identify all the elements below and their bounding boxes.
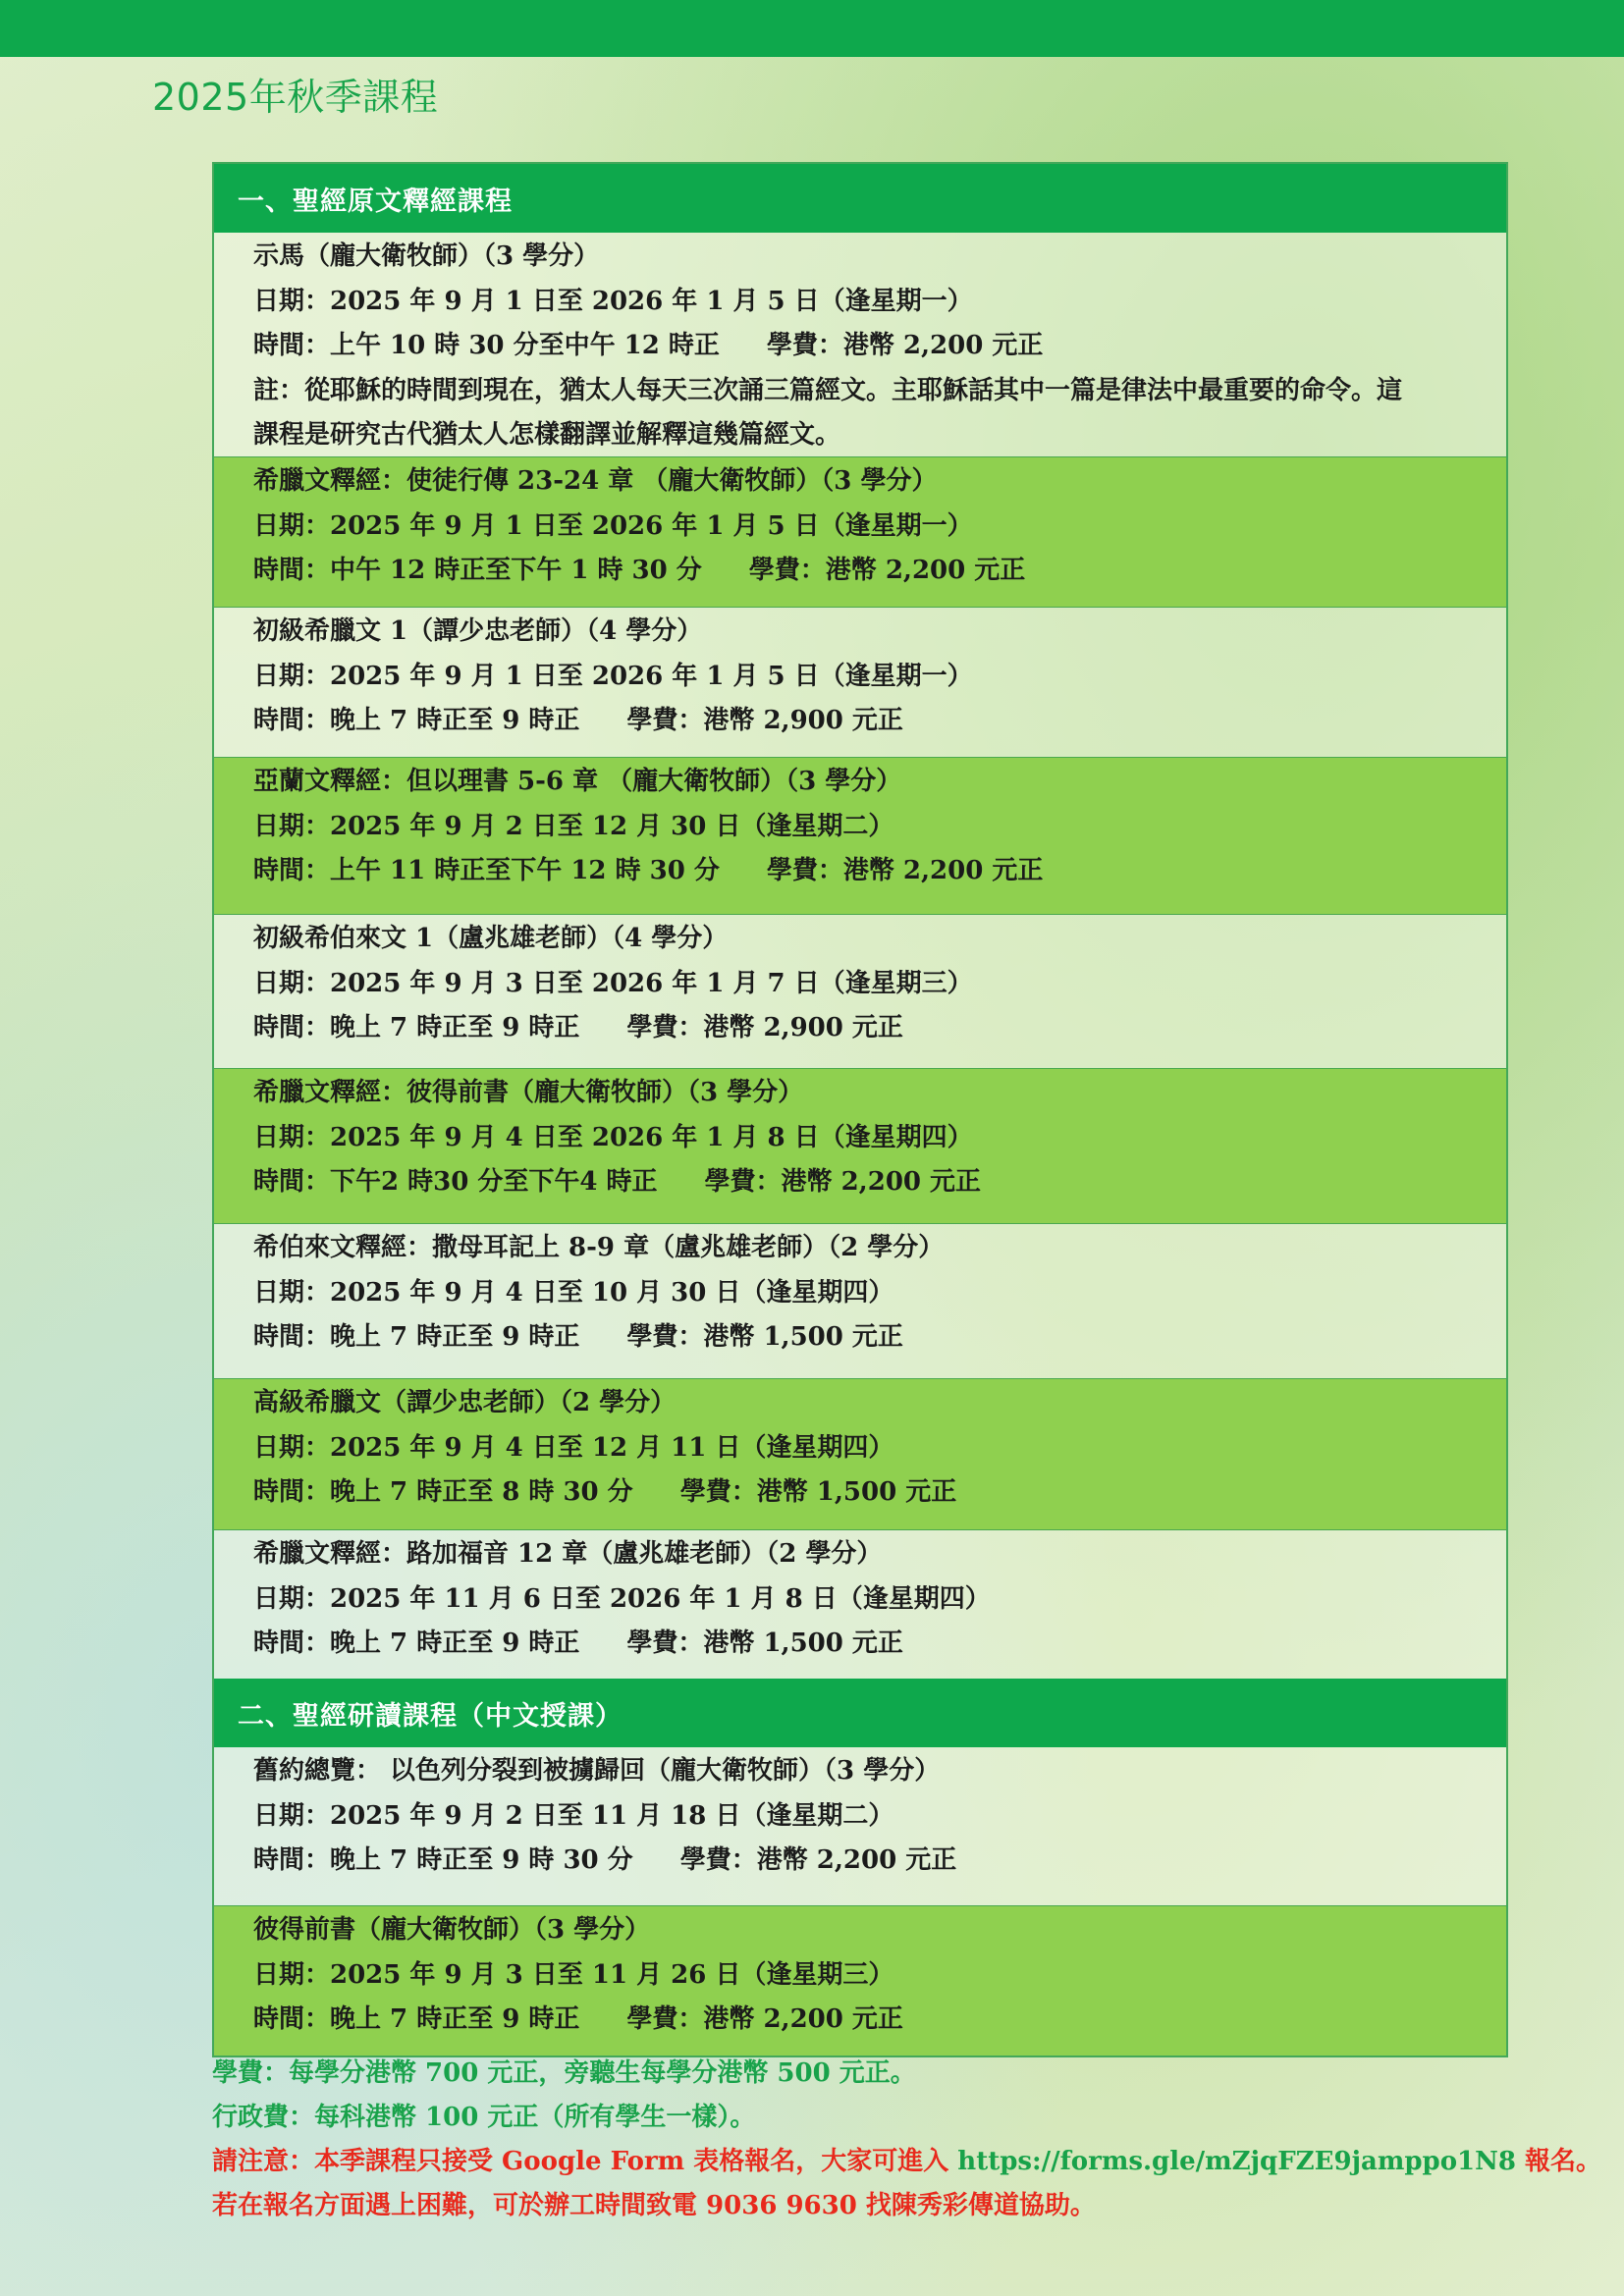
course-time: 時間：中午 12 時正至下午 1 時 30 分 [253, 556, 702, 585]
course-fee: 學費：港幣 2,200 元正 [626, 2004, 903, 2034]
admin-fee-note: 行政費：每科港幣 100 元正（所有學生一樣）。 [212, 2103, 756, 2132]
course-time-fee [253, 1839, 1481, 1884]
section-header-original-language: 一、聖經原文釋經課程 [214, 164, 1506, 233]
course-fee: 學費：港幣 1,500 元正 [626, 1322, 903, 1352]
page-title: 2025年秋季課程 [152, 76, 439, 119]
course-name: 舊約總覽： 以色列分裂到被擄歸回（龐大衛牧師）（3 學分） [253, 1756, 941, 1786]
course-row [214, 456, 1506, 607]
course-date: 日期：2025 年 9 月 1 日至 2026 年 1 月 5 日（逢星期一） [253, 510, 973, 541]
course-name: 亞蘭文釋經：但以理書 5-6 章 （龐大衛牧師）（3 學分） [253, 767, 902, 796]
notice-prefix: 請注意：本季課程只接受 Google Form 表格報名，大家可進入 [212, 2147, 958, 2176]
course-table [212, 162, 1508, 2057]
help-contact-note: 若在報名方面遇上困難，可於辦工時間致電 9036 9630 找陳秀彩傳道協助。 [212, 2191, 1096, 2220]
footer-notes [212, 2052, 1602, 2228]
course-time-fee [253, 549, 1481, 594]
course-fee: 學費：港幣 2,200 元正 [748, 556, 1026, 585]
course-name: 希臘文釋經：路加福音 12 章（盧兆雄老師）（2 學分） [253, 1539, 883, 1569]
course-fee: 學費：港幣 2,900 元正 [626, 1013, 903, 1042]
course-note: 課程是研究古代猶太人怎樣翻譯並解釋這幾篇經文。 [253, 420, 841, 450]
tuition-note: 學費：每學分港幣 700 元正，旁聽生每學分港幣 500 元正。 [212, 2058, 916, 2088]
course-time: 時間：晚上 7 時正至 9 時正 [253, 1629, 580, 1658]
course-time: 時間：上午 10 時 30 分至中午 12 時正 [253, 331, 720, 360]
top-banner [0, 0, 1624, 57]
course-row [214, 1068, 1506, 1223]
course-time: 時間：晚上 7 時正至 8 時 30 分 [253, 1477, 633, 1507]
course-fee: 學費：港幣 2,200 元正 [766, 331, 1044, 360]
section-header-bible-study: 二、聖經研讀課程（中文授課） [214, 1679, 1506, 1747]
course-time: 時間：晚上 7 時正至 9 時正 [253, 1013, 580, 1042]
course-row [214, 233, 1506, 456]
course-time-fee [253, 324, 1481, 369]
course-fee: 學費：港幣 2,200 元正 [704, 1167, 982, 1197]
course-name: 初級希伯來文 1（盧兆雄老師）（4 學分） [253, 924, 729, 953]
course-time-fee [253, 699, 1481, 744]
course-date: 日期：2025 年 9 月 4 日至 2026 年 1 月 8 日（逢星期四） [253, 1122, 973, 1152]
course-date: 日期：2025 年 9 月 2 日至 12 月 30 日（逢星期二） [253, 811, 894, 841]
course-time: 時間：上午 11 時正至下午 12 時 30 分 [253, 856, 720, 885]
course-date: 日期：2025 年 9 月 3 日至 11 月 26 日（逢星期三） [253, 1959, 894, 1990]
course-row [214, 1747, 1506, 1905]
course-row [214, 607, 1506, 757]
course-fee: 學費：港幣 2,900 元正 [626, 706, 903, 735]
course-row [214, 1223, 1506, 1378]
course-time: 時間：晚上 7 時正至 9 時正 [253, 2004, 580, 2034]
course-date: 日期：2025 年 9 月 1 日至 2026 年 1 月 5 日（逢星期一） [253, 286, 973, 316]
course-fee: 學費：港幣 1,500 元正 [626, 1629, 903, 1658]
course-date: 日期：2025 年 9 月 4 日至 12 月 11 日（逢星期四） [253, 1432, 894, 1463]
course-name: 希臘文釋經：使徒行傳 23-24 章 （龐大衛牧師）（3 學分） [253, 466, 938, 496]
course-fee: 學費：港幣 2,200 元正 [766, 856, 1044, 885]
course-name: 初級希臘文 1（譚少忠老師）（4 學分） [253, 616, 703, 646]
course-time-fee [253, 1315, 1481, 1361]
registration-link[interactable]: https://forms.gle/mZjqFZE9jamppo1N8 [957, 2147, 1516, 2176]
course-row [214, 914, 1506, 1068]
course-time: 時間：下午2 時30 分至下午4 時正 [253, 1167, 658, 1197]
course-date: 日期：2025 年 9 月 4 日至 10 月 30 日（逢星期四） [253, 1277, 894, 1308]
course-name: 示馬（龐大衛牧師）（3 學分） [253, 241, 600, 271]
course-fee: 學費：港幣 1,500 元正 [679, 1477, 957, 1507]
course-row [214, 1529, 1506, 1679]
course-name: 高級希臘文（譚少忠老師）（2 學分） [253, 1388, 677, 1417]
course-name: 希臘文釋經：彼得前書（龐大衛牧師）（3 學分） [253, 1078, 804, 1107]
course-date: 日期：2025 年 11 月 6 日至 2026 年 1 月 8 日（逢星期四） [253, 1583, 991, 1614]
course-time: 時間：晚上 7 時正至 9 時正 [253, 1322, 580, 1352]
course-time-fee [253, 1160, 1481, 1205]
course-row [214, 1378, 1506, 1529]
course-date: 日期：2025 年 9 月 1 日至 2026 年 1 月 5 日（逢星期一） [253, 661, 973, 691]
course-fee: 學費：港幣 2,200 元正 [679, 1845, 957, 1875]
course-time-fee [253, 1622, 1481, 1667]
course-time-fee [253, 1470, 1481, 1516]
course-date: 日期：2025 年 9 月 2 日至 11 月 18 日（逢星期二） [253, 1800, 894, 1831]
course-date: 日期：2025 年 9 月 3 日至 2026 年 1 月 7 日（逢星期三） [253, 968, 973, 998]
notice-suffix: 報名。 [1515, 2147, 1602, 2176]
course-time-fee [253, 1006, 1481, 1051]
course-name: 彼得前書（龐大衛牧師）（3 學分） [253, 1915, 651, 1945]
course-time-fee [253, 849, 1481, 894]
course-time: 時間：晚上 7 時正至 9 時 30 分 [253, 1845, 633, 1875]
course-name: 希伯來文釋經：撒母耳記上 8-9 章（盧兆雄老師）（2 學分） [253, 1233, 945, 1262]
course-time: 時間：晚上 7 時正至 9 時正 [253, 706, 580, 735]
course-time-fee [253, 1998, 1481, 2043]
course-note: 註：從耶穌的時間到現在，猶太人每天三次誦三篇經文。主耶穌話其中一篇是律法中最重要的命令。這 [253, 375, 1403, 405]
course-row [214, 1905, 1506, 2056]
registration-notice [212, 2140, 1602, 2184]
course-row [214, 757, 1506, 914]
